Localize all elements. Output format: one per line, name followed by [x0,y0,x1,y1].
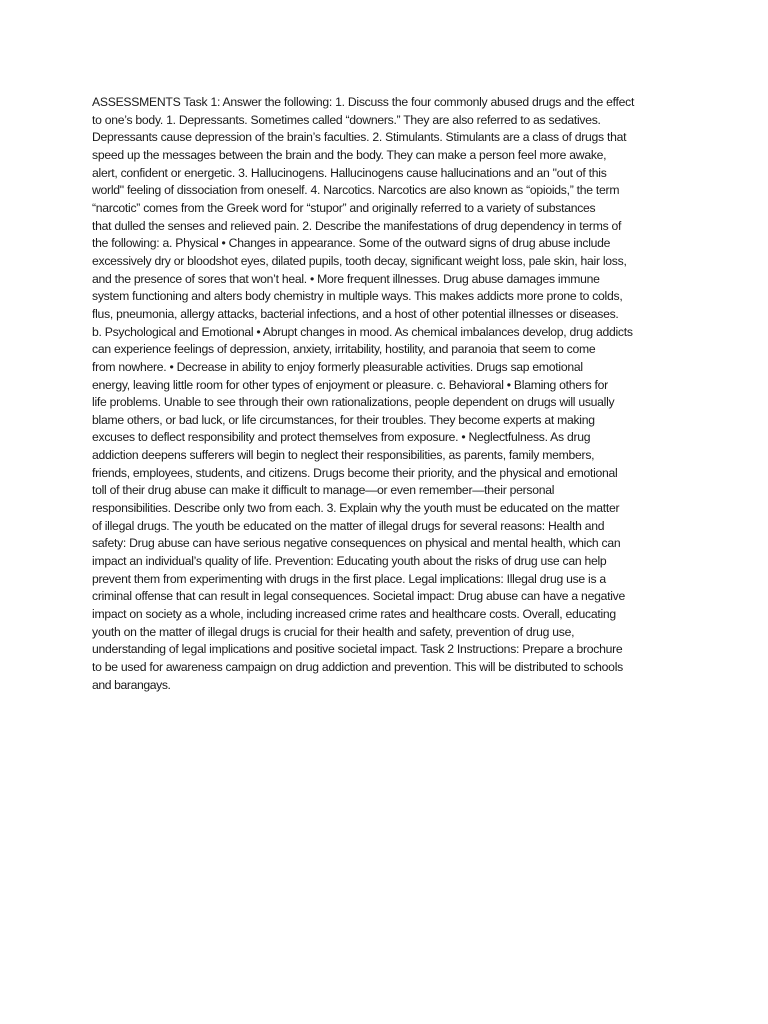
text-line: of illegal drugs. The youth be educated on the matter of illegal drugs for several reasons: Health and [92,518,605,533]
text-line: youth on the matter of illegal drugs is crucial for their health and safety, prevention of drug use, [92,624,575,639]
text-line: toll of their drug abuse can make it difficult to manage—or even remember—their personal [92,483,555,498]
text-line: addiction deepens sufferers will begin to neglect their responsibilities, as parents, family members, [92,448,595,463]
text-line: system functioning and alters body chemistry in multiple ways. This makes addicts more prone to colds, [92,289,623,304]
text-line: life problems. Unable to see through their own rationalizations, people dependent on drugs will usually [92,395,615,410]
text-line: that dulled the senses and relieved pain. 2. Describe the manifestations of drug dependency in terms of [92,218,622,233]
text-line: to one’s body. 1. Depressants. Sometimes called “downers.” They are also referred to as sedatives. [92,112,601,127]
text-line: impact on society as a whole, including increased crime rates and healthcare costs. Overall, educating [92,607,616,622]
text-line: impact an individual’s quality of life. Prevention: Educating youth about the risks of drug use can help [92,554,607,569]
text-line: b. Psychological and Emotional • Abrupt changes in mood. As chemical imbalances develop, drug addicts [92,324,633,339]
text-line: ASSESSMENTS Task 1: Answer the following: 1. Discuss the four commonly abused drugs and the effect [92,95,635,109]
text-line: friends, employees, students, and citizens. Drugs become their priority, and the physical and emotional [92,465,618,480]
text-line: and barangays. [92,677,171,692]
text-line: responsibilities. Describe only two from each. 3. Explain why the youth must be educated on the matter [92,501,620,516]
text-line: from nowhere. • Decrease in ability to enjoy formerly pleasurable activities. Drugs sap emotional [92,359,583,374]
text-line: energy, leaving little room for other types of enjoyment or pleasure. c. Behavioral • Blaming others for [92,377,608,392]
text-line: prevent them from experimenting with drugs in the first place. Legal implications: Illegal drug use is a [92,571,606,586]
text-line: world" feeling of dissociation from oneself. 4. Narcotics. Narcotics are also known as “opioids,” the term [92,183,620,198]
text-line: speed up the messages between the brain and the body. They can make a person feel more awake, [92,147,607,162]
text-line: to be used for awareness campaign on drug addiction and prevention. This will be distributed to schools [92,660,623,674]
text-line: and the presence of sores that won’t heal. • More frequent illnesses. Drug abuse damages immune [92,271,600,286]
text-line: criminal offense that can result in legal consequences. Societal impact: Drug abuse can have a negative [92,589,625,604]
text-line: alert, confident or energetic. 3. Hallucinogens. Hallucinogens cause hallucinations and an "out of this [92,165,607,180]
text-line: blame others, or bad luck, or life circumstances, for their troubles. They become experts at making [92,412,595,427]
text-line: safety: Drug abuse can have serious negative consequences on physical and mental health, which can [92,536,621,551]
text-line: excuses to deflect responsibility and protect themselves from exposure. • Neglectfulness. As drug [92,430,591,445]
text-line: excessively dry or bloodshot eyes, dilated pupils, tooth decay, significant weight loss, pale skin, hair loss, [92,253,627,268]
text-line: understanding of legal implications and positive societal impact. Task 2 Instructions: Prepare a brochure [92,642,623,657]
text-line: can experience feelings of depression, anxiety, irritability, hostility, and paranoia that seem to come [92,342,596,357]
text-line: Depressants cause depression of the brain’s faculties. 2. Stimulants. Stimulants are a class of drugs that [92,130,627,145]
assessment-text [92,94,692,694]
text-line: the following: a. Physical • Changes in appearance. Some of the outward signs of drug abuse include [92,236,611,251]
text-line: flus, pneumonia, allergy attacks, bacterial infections, and a host of other potential illnesses or diseases. [92,306,619,321]
text-line: “narcotic” comes from the Greek word for “stupor” and originally referred to a variety of substances [92,200,596,215]
